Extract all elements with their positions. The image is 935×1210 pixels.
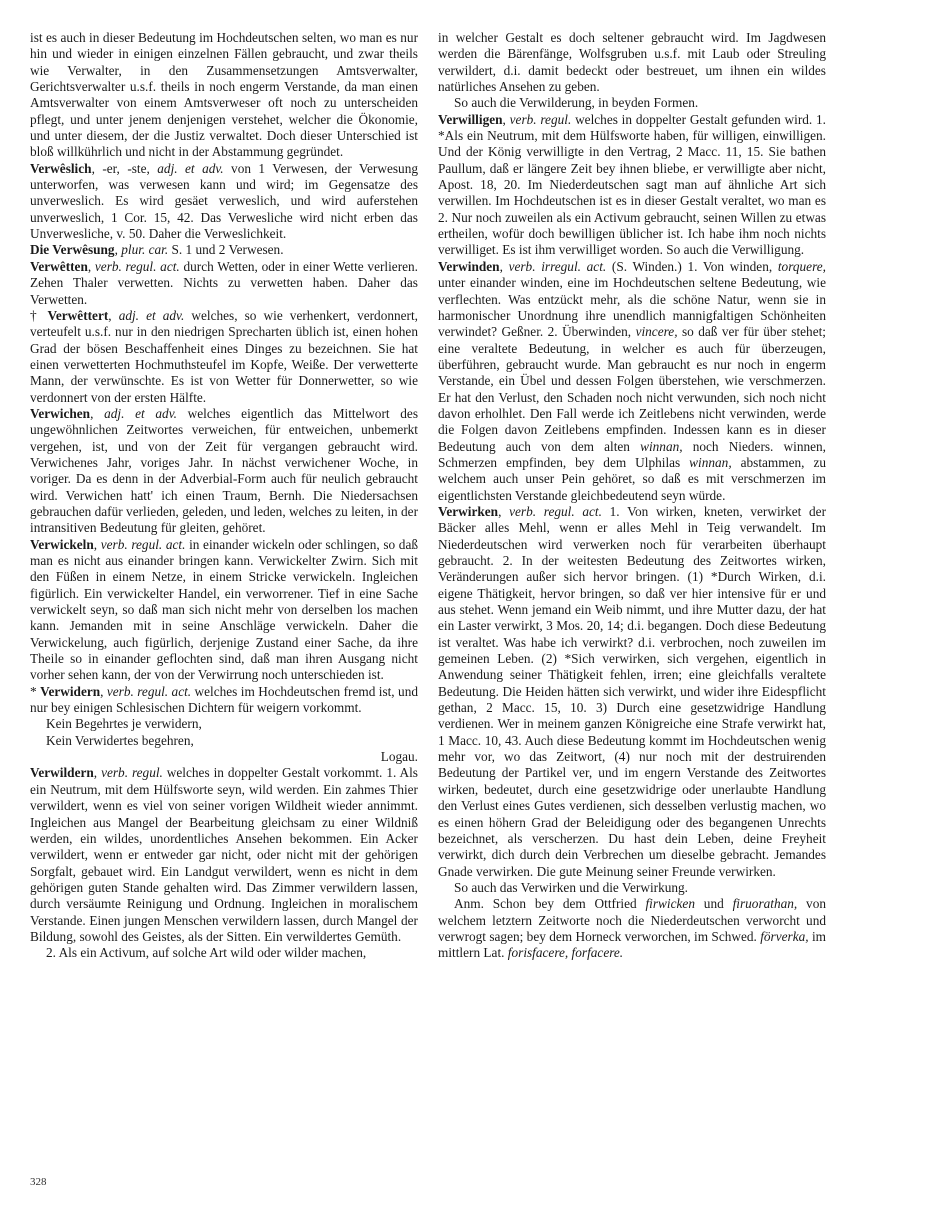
entry-text: noch Nieders. winnen, Schmerzen empfinden, bey dem Ulphilas — [438, 438, 826, 470]
grammar-label: verb. regul. — [509, 111, 572, 127]
entry-text: 1. Von wirken, kneten, verwirket der Bäcker alles Mehl, wenn er alles Mehl in Teig verwandelt. Im Niederdeutschen wird verwerken noch für verarbeiten überhaupt gebraucht. 2. In der weitesten Bedeutung des Zeitwortes wirken, Veränderungen außer sich hervor bringen. (1) *Durch Wirken, d.i. eigene Thätigkeit, hervor bringen, so daß ver hier intensive für er und aus stehet. Wenn jemand ein Weib nimmt, und ihre Mutter dazu, der hat ein Laster verwirkt, 3 Mos. 20, 14; d.i. begangen. Doch diese Bedeutung ist veraltet. Was habe ich verwirkt? d.i. verbrochen, noch zuweilen im gemeinen Leben. (2) *Sich verwirken, sich vergehen, eigentlich in Anwendung seiner Thätigkeit fehlen, irren; eine gleichfalls veraltete Bedeutung. Die Heiden hätten sich verwirkt, und wider ihre Eidespflicht gethan, 2 Macc. 15, 10. 3) Durch eine gesetzwidrige Handlung verdienen. Wer in meinem ganzen Königreiche eine Strafe verwirkt hat, 1 Macc. 10, 43. Auch diese Bedeutung kommt im Hochdeutschen wenig mehr vor, wo das Zeitwort, (4) nur noch mit der destruirenden Bedeutung der Partikel ver, und im engern Verstande des Zeitwortes wirken, bedeutet, durch eine gesetzwidrige oder unerlaubte Handlung den Verlust eines Gutes verdienen, sich desselben verlustig machen, wo es einen höhern Grad der Beleidigung oder des begangenen Unrechts bezeichnet, als verscherzen. Du hast dein Leben, deine Freyheit verwirkt, dich durch dein Verbrechen um dieselbe gebracht. Jemandes Gnade verwirken. Die gute Meinung seiner Freunde verwirken. — [438, 503, 826, 879]
right-column — [438, 30, 826, 962]
left-column — [30, 30, 418, 962]
entry-punct: , — [114, 242, 122, 258]
entry-text: von welchem letztern Zeitworte noch die Niederdeutschen verworcht und verwrogt sagen; bey dem Horneck verworchen, im Schwed. — [438, 896, 827, 944]
dictionary-entry — [438, 259, 826, 504]
entry-text: Anm. Schon bey dem Ottfried — [454, 896, 646, 912]
grammar-label: adj. et adv. — [118, 307, 185, 323]
grammar-label: verb. regul. — [101, 765, 163, 781]
grammar-label: verb. irregul. act. — [508, 258, 607, 274]
old-term: firuorathan, — [732, 896, 798, 912]
entry-punct: , — [502, 111, 510, 127]
grammar-label: verb. regul. act. — [94, 258, 180, 274]
entry-punct: , — [498, 503, 510, 519]
headword: Verwêslich — [30, 160, 92, 176]
headword: Verwilligen — [438, 111, 503, 127]
grammar-label: plur. car. — [121, 242, 169, 258]
entry-text: welches in doppelter Gestalt gefunden wird. 1. *Als ein Neutrum, mit dem Hülfsworte haben, für willigen, einwilligen. Und der König verwilligte in den Vertrag, 2 Macc. 11, 15. Sie bathen Paullum, daß er längere Zeit bey ihnen bliebe, er verwilligte aber nicht, Apost. 18, 20. Im Niederdeutschen sagt man auf ähnliche Art sich verwillen. Im Hochdeutschen ist es in dieser Gestalt veraltet, wo man es 2. Nur noch zuweilen als ein Activum gebraucht, seinen Willen zu etwas ertheilen, wofür doch bewilligen üblicher ist. Ich habe ihm noch nichts verwilliget. Es ist ihm verwilliget worden. So auch die Verwilligung. — [438, 111, 826, 258]
grammar-label: verb. regul. act. — [509, 503, 602, 519]
headword: Verwêtten — [30, 258, 88, 274]
latin-term: vincere, — [635, 324, 678, 340]
entry-text: welches im Hochdeutschen fremd ist, und nur bey einigen Schlesischen Dichtern für weigern vorkommt. — [30, 683, 418, 716]
headword: Verwildern — [30, 765, 94, 781]
paragraph: ist es auch in dieser Bedeutung im Hochdeutschen selten, wo man es nur hin und wieder in einigen einzelnen Fällen gebraucht, und zwar theils wie Verwalter, in den Zusammensetzungen Amtsverwalter, Gerichtsverwalter u.s.f. theils in noch engerm Verstande, da man einen Amtsverwalter von einem Amtsverweser oft noch zu unterscheiden pflegt, und unter jenem denjenigen verstehet, welcher die Ökonomie, und unter diesem, der die Justiz verwaltet. Doch dieser Unterschied ist bloß willkührlich und nicht in der Abstammung gegründet. — [30, 30, 418, 160]
dictionary-entry — [438, 504, 826, 880]
entry-punct: , — [93, 765, 102, 781]
entry-punct: , — [90, 405, 105, 421]
old-term: firwicken — [645, 896, 695, 912]
entry-punct: , — [93, 536, 101, 552]
gothic-term: winnan, — [689, 454, 732, 470]
dictionary-entry — [30, 161, 418, 243]
paragraph: 2. Als ein Activum, auf solche Art wild oder wilder machen, — [46, 945, 367, 961]
entry-punct: , — [499, 258, 509, 274]
entry-text: welches in doppelter Gestalt vorkommt. 1. Als ein Neutrum, mit dem Hülfsworte seyn, wild werden. Ein zahmes Thier verwildert, wenn es viel von seiner vorigen Wildheit wieder annimmt. Ingleichen aus Mangel der Bearbeitung gleichsam zu einer Wildniß werden, ein wildes, unordentliches Ansehen bekommen. Ein Acker verwildert, wenn er entweder gar nicht, oder nicht mit der gehörigen Sorgfalt, gebauet wird. Ein Landgut verwildert, wenn es nicht in dem gehörigen guten Stande gehalten wird. Das Zimmer verwildern lassen, durch versäumte Reinigung und Ordnung. Ingleichen in moralischem Verstande. Einen jungen Menschen verwildern lassen, durch Mangel der Bildung, sowohl des Geistes, als der Sitten. Ein verwildertes Gemüth. — [30, 765, 418, 944]
gothic-term: winnan, — [640, 438, 683, 454]
dagger-mark: † — [30, 307, 48, 323]
entry-punct: , — [108, 307, 119, 323]
headword: Verwidern — [40, 683, 101, 699]
dictionary-entry — [30, 259, 418, 308]
annotation — [438, 896, 826, 961]
entry-text: durch Wetten, oder in einer Wette verlieren. Zehen Thaler verwetten. Nichts zu verwetten haben. Daher das Verwetten. — [30, 258, 418, 307]
paragraph: So auch das Verwirken und die Verwirkung. — [454, 879, 689, 895]
entry-text: S. 1 und 2 Verwesen. — [168, 242, 284, 258]
dictionary-entry — [30, 765, 418, 945]
paragraph: in welcher Gestalt es doch seltener gebraucht wird. Im Jagdwesen werden die Bärenfänge, Wolfsgruben u.s.f. mit Laub oder Streuling verwildert, d.i. damit bedeckt oder bestreuet, um ihnen ein wildes natürliches Ansehen zu geben. — [438, 30, 826, 95]
entry-text: und — [694, 896, 733, 912]
entry-text: (S. Winden.) 1. Von winden, — [606, 258, 778, 274]
entry-text: unter einander winden, eine im Hochdeutschen seltene Bedeutung, wie verflechten. Was entzückt mehr, als die schöne Natur, wenn sie in harmonischer Unordnung ihre unendlich mannigfaltigen Schönheiten verwindet? Geßner. 2. Überwinden, — [438, 275, 826, 340]
grammar-label: verb. regul. act. — [100, 536, 186, 552]
swedish-term: förverka, — [760, 928, 809, 944]
entry-text: abstammen, zu welchem auch unser Pein gehöret, so daß es mit verschmerzen im eigentlichsten Verstande gleichbedeutend seyn würde. — [438, 454, 826, 503]
entry-text: von 1 Verwesen, der Verwesung unterworfen, was verwesen kann und wird; im Gegensatze des unverweslich. Es wird gesäet verweslich, und wird auferstehen unverweslich, 1 Cor. 15, 42. Das Verwesliche wird nicht erben das Unverwesliche, v. 50. Daher die Verweslichkeit. — [30, 160, 418, 242]
entry-punct: , — [87, 258, 95, 274]
dictionary-entry — [30, 308, 418, 406]
asterisk-mark: * — [30, 683, 41, 699]
headword: Verwêttert — [47, 307, 109, 323]
headword: Verwinden — [438, 258, 500, 274]
dictionary-entry — [30, 242, 418, 258]
entry-text: in einander wickeln oder schlingen, so daß man es nicht aus einander bringen kann. Verwickelter Zwirn. Sich mit den Füßen in einem Netze, in einem Stricke verwickeln. Ingleichen figürlich. Ein verwickelter Handel, ein verworrener. Tief in eine Sache verwickelt seyn, so daß man sich nicht mehr von derselben los machen kann. Jemanden mit in seine Anschläge verwickeln. Daher die Verwickelung, auch figürlich, derjenige Zustand einer Sache, da ihre Theile so in einander geflochten sind, daß man ihren Ausgang nicht vorher sehen kann, der von der Verwirrung noch unterschieden ist. — [30, 536, 418, 683]
headword: Verwirken — [438, 503, 499, 519]
verse-attribution: Logau. — [380, 749, 418, 765]
entry-text: so daß ver für über stehet; eine veraltete Bedeutung, in welcher es auch für überzeugen, überführen, gebraucht wurde. Man gebraucht es nur noch in engerm Verstande, ein Übel und dessen Folgen überstehen, wie verschmerzen. Er hat den Verlust, den Schaden noch nicht verwunden, sich noch nicht davon erholhlet. Den Fall werde ich Zeitlebens nicht verwinden, werde die Folgen davon Zeitlebens empfinden. Indessen kann es in dieser Bedeutung auch von dem alten — [438, 324, 826, 454]
entry-text: welches, so wie verhenkert, verdonnert, verteufelt u.s.f. nur in den niedrigen Sprecharten üblich ist, einen hohen Grad der bösen Beschaffenheit eines Dinges zu bezeichnen. Sie hat einen verwetterten Hochmuthsteufel im Kopfe, Weiße. Der verwetterte Mann, der verwünschte. Es ist von Wetter für Donnerwetter, so wie verdonnert von der ersten Hälfte. — [30, 307, 418, 405]
headword: Verwichen — [30, 405, 91, 421]
entry-punct: , -er, -ste, — [91, 160, 158, 176]
entry-punct: , — [100, 683, 107, 699]
page-number: 328 — [30, 1176, 47, 1188]
grammar-label: verb. regul. act. — [106, 683, 192, 699]
latin-term: forisfacere, forfacere. — [507, 945, 624, 961]
dictionary-entry — [30, 537, 418, 684]
headword: Verwickeln — [30, 536, 94, 552]
headword: Die Verwêsung — [30, 242, 115, 258]
grammar-label: adj. et adv. — [104, 405, 177, 421]
latin-term: torquere, — [777, 258, 826, 274]
grammar-label: adj. et adv. — [157, 160, 224, 176]
paragraph: So auch die Verwilderung, in beyden Formen. — [454, 95, 699, 111]
dictionary-entry — [30, 406, 418, 537]
verse-line: Kein Begehrtes je verwidern, — [46, 716, 202, 732]
dictionary-entry — [438, 112, 826, 259]
verse-line: Kein Verwidertes begehren, — [46, 732, 194, 748]
entry-text: im mittlern Lat. — [438, 928, 826, 961]
dictionary-entry — [30, 684, 418, 717]
entry-text: welches eigentlich das Mittelwort des ungewöhnlichen Zeitwortes verweichen, für entweichen, unbemerkt vergehen, ist, und von der Zeit für vergangen gebraucht wird. Verwichenes Jahr, voriges Jahr. In nächst verwichener Woche, in voriger. Da es denn in der Adverbial-Form auch für neulich gebraucht wird. Verwichen hatt' ich einen Traum, Bernh. Die Niedersachsen gebrauchen dafür verlieden, geleden, und leden, welches zu leiten, in der intransitiven Bedeutung für gleiten, gehöret. — [30, 405, 418, 536]
